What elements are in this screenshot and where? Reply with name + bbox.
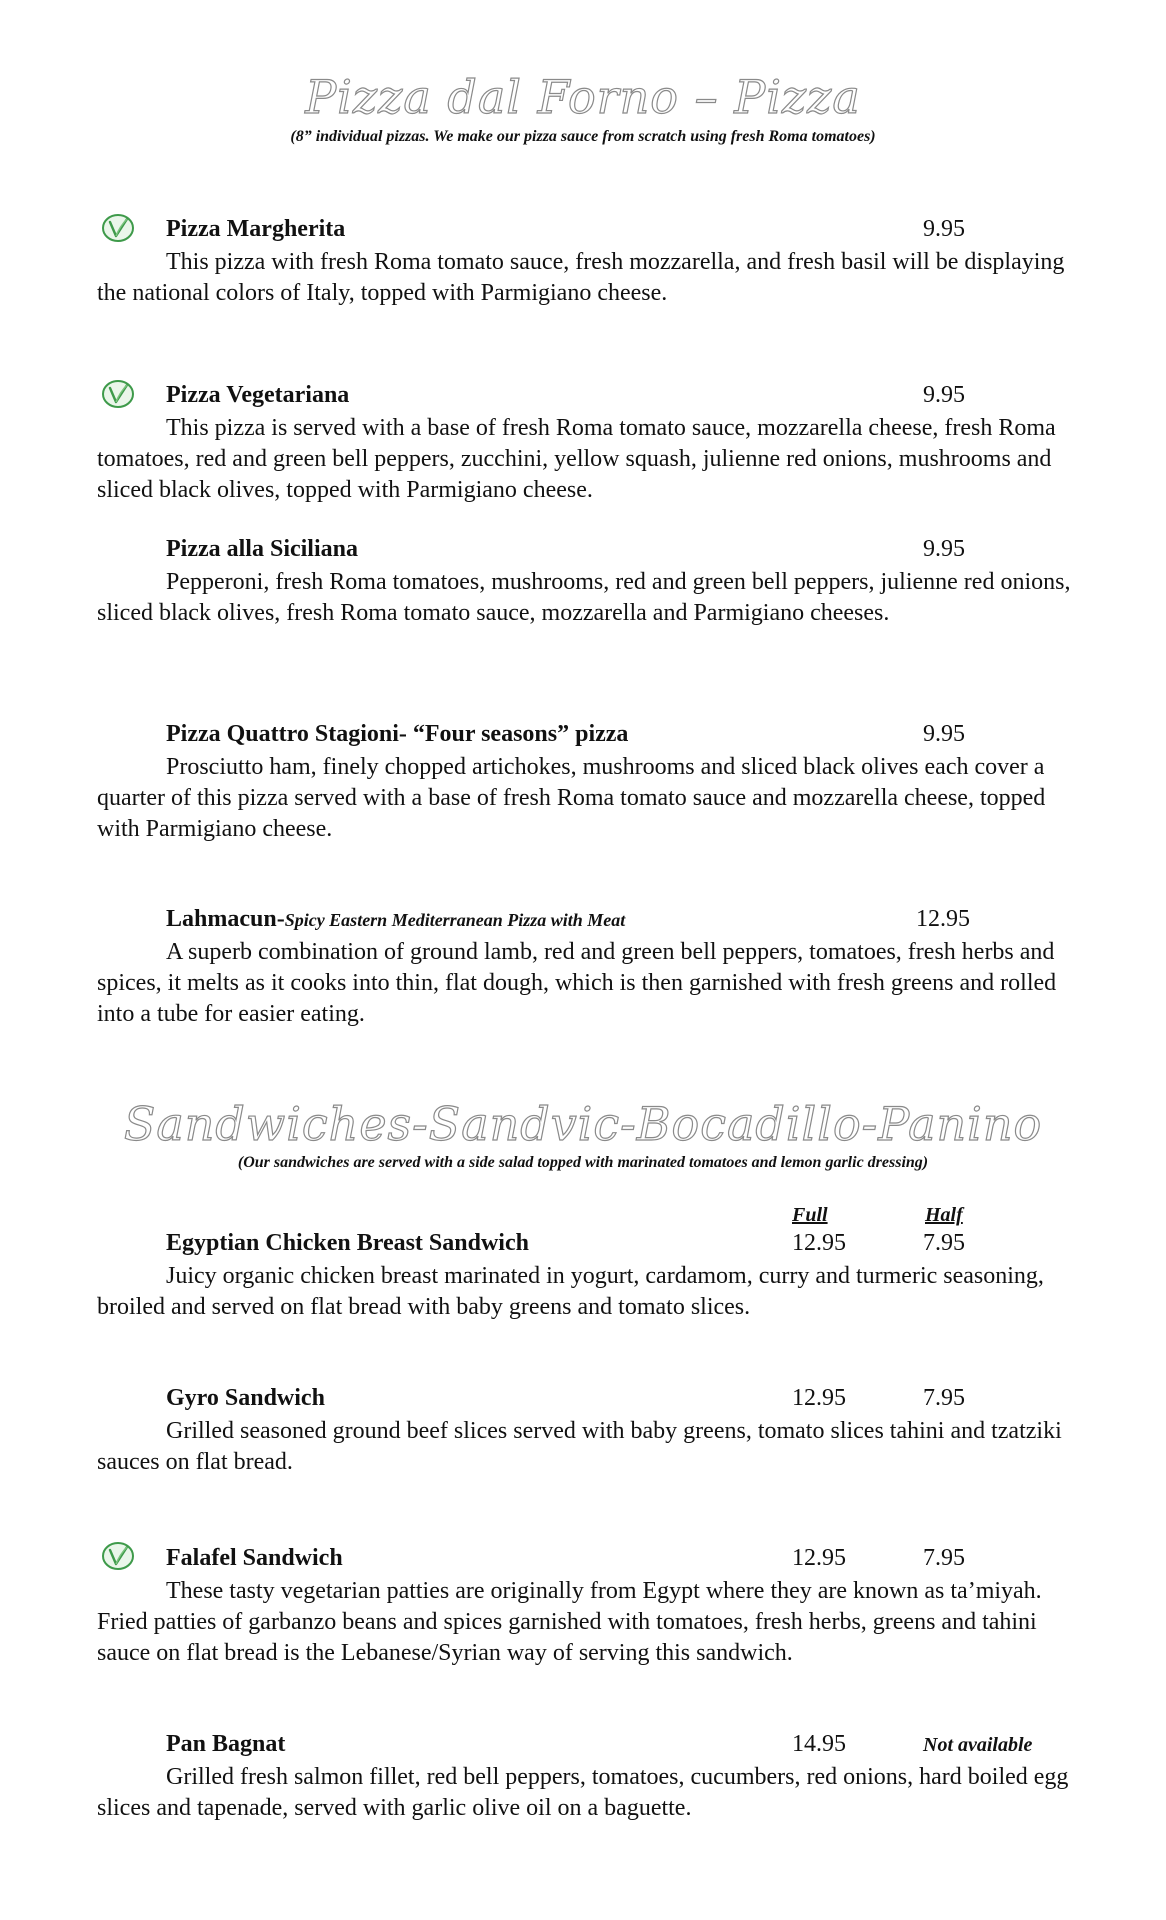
- menu-item-description: A superb combination of ground lamb, red and green bell peppers, tomatoes, fresh herbs and spices, it melts as it cooks into thin, flat dough, which is then garnished with fresh greens and rolled into a tube for easier eating.: [97, 939, 1057, 1027]
- column-header-half: Half: [925, 1204, 963, 1226]
- vegetarian-leaf-icon: [100, 210, 136, 246]
- menu-item-price: 9.95: [923, 216, 965, 242]
- menu-item-name: Pizza Vegetariana: [166, 382, 350, 408]
- menu-item-name: Falafel Sandwich: [166, 1545, 343, 1571]
- menu-item-price-half: 7.95: [923, 1385, 965, 1411]
- menu-item-description: Prosciutto ham, finely chopped artichokes, mushrooms and sliced black olives each cover a quarter of this pizza served with a base of fresh Roma tomato sauce and mozzarella cheese, topped with Parmigiano cheese.: [97, 754, 1046, 842]
- menu-item-name: Pizza alla Siciliana: [166, 536, 358, 562]
- menu-item-price-full: 14.95: [792, 1731, 846, 1757]
- menu-item-description: These tasty vegetarian patties are originally from Egypt where they are known as ta’miyah. Fried patties of garbanzo beans and spices garnished with tomatoes, fresh herbs, greens and tahini sauce on flat bread is the Lebanese/Syrian way of serving this sandwich.: [97, 1578, 1042, 1666]
- menu-item-price: 12.95: [916, 906, 970, 932]
- menu-item-subname: Spicy Eastern Mediterranean Pizza with Meat: [284, 910, 626, 930]
- menu-item-price-full: 12.95: [792, 1385, 846, 1411]
- pizza-section-title: Pizza dal Forno – Pizza: [305, 70, 861, 124]
- menu-item-description: Grilled seasoned ground beef slices served with baby greens, tomato slices tahini and tzatziki sauces on flat bread.: [97, 1418, 1062, 1475]
- sandwich-section-subtitle: (Our sandwiches are served with a side salad topped with marinated tomatoes and lemon garlic dressing): [237, 1154, 929, 1171]
- vegetarian-leaf-icon: [100, 376, 136, 412]
- menu-item-price-half: Not available: [923, 1734, 1033, 1756]
- menu-item-name: Pizza Margherita: [166, 216, 346, 242]
- menu-item-description: Grilled fresh salmon fillet, red bell peppers, tomatoes, cucumbers, red onions, hard boiled egg slices and tapenade, served with garlic olive oil on a baguette.: [97, 1764, 1069, 1821]
- menu-item-name: Gyro Sandwich: [166, 1385, 325, 1411]
- menu-item-price: 9.95: [923, 721, 965, 747]
- column-header-full: Full: [792, 1204, 828, 1226]
- menu-item-name: [166, 906, 625, 933]
- menu-item-description: This pizza with fresh Roma tomato sauce, fresh mozzarella, and fresh basil will be displaying the national colors of Italy, topped with Parmigiano cheese.: [97, 249, 1065, 306]
- menu-item-name: Pan Bagnat: [166, 1731, 286, 1757]
- menu-item-description: Pepperoni, fresh Roma tomatoes, mushrooms, red and green bell peppers, julienne red onions, sliced black olives, fresh Roma tomato sauce, mozzarella and Parmigiano cheeses.: [97, 569, 1071, 626]
- sandwich-section-title: Sandwiches-Sandvic-Bocadillo-Panino: [123, 1097, 1043, 1151]
- pizza-section-subtitle: (8” individual pizzas. We make our pizza sauce from scratch using fresh Roma tomatoes): [290, 128, 876, 145]
- menu-item-price-half: 7.95: [923, 1230, 965, 1256]
- menu-item-name: Egyptian Chicken Breast Sandwich: [166, 1230, 529, 1256]
- menu-item-price: 9.95: [923, 382, 965, 408]
- menu-item-price-full: 12.95: [792, 1545, 846, 1571]
- menu-item-price-half: 7.95: [923, 1545, 965, 1571]
- menu-item-name: Pizza Quattro Stagioni- “Four seasons” pizza: [166, 721, 629, 747]
- menu-item-description: Juicy organic chicken breast marinated in yogurt, cardamom, curry and turmeric seasoning, broiled and served on flat bread with baby greens and tomato slices.: [97, 1263, 1044, 1320]
- menu-item-description: This pizza is served with a base of fresh Roma tomato sauce, mozzarella cheese, fresh Roma tomatoes, red and green bell peppers, zucchini, yellow squash, julienne red onions, mushrooms and sliced black olives, topped with Parmigiano cheese.: [97, 415, 1056, 503]
- vegetarian-leaf-icon: [100, 1538, 136, 1574]
- menu-item-name-main: Lahmacun-: [166, 906, 285, 932]
- menu-item-price-full: 12.95: [792, 1230, 846, 1256]
- menu-item-price: 9.95: [923, 536, 965, 562]
